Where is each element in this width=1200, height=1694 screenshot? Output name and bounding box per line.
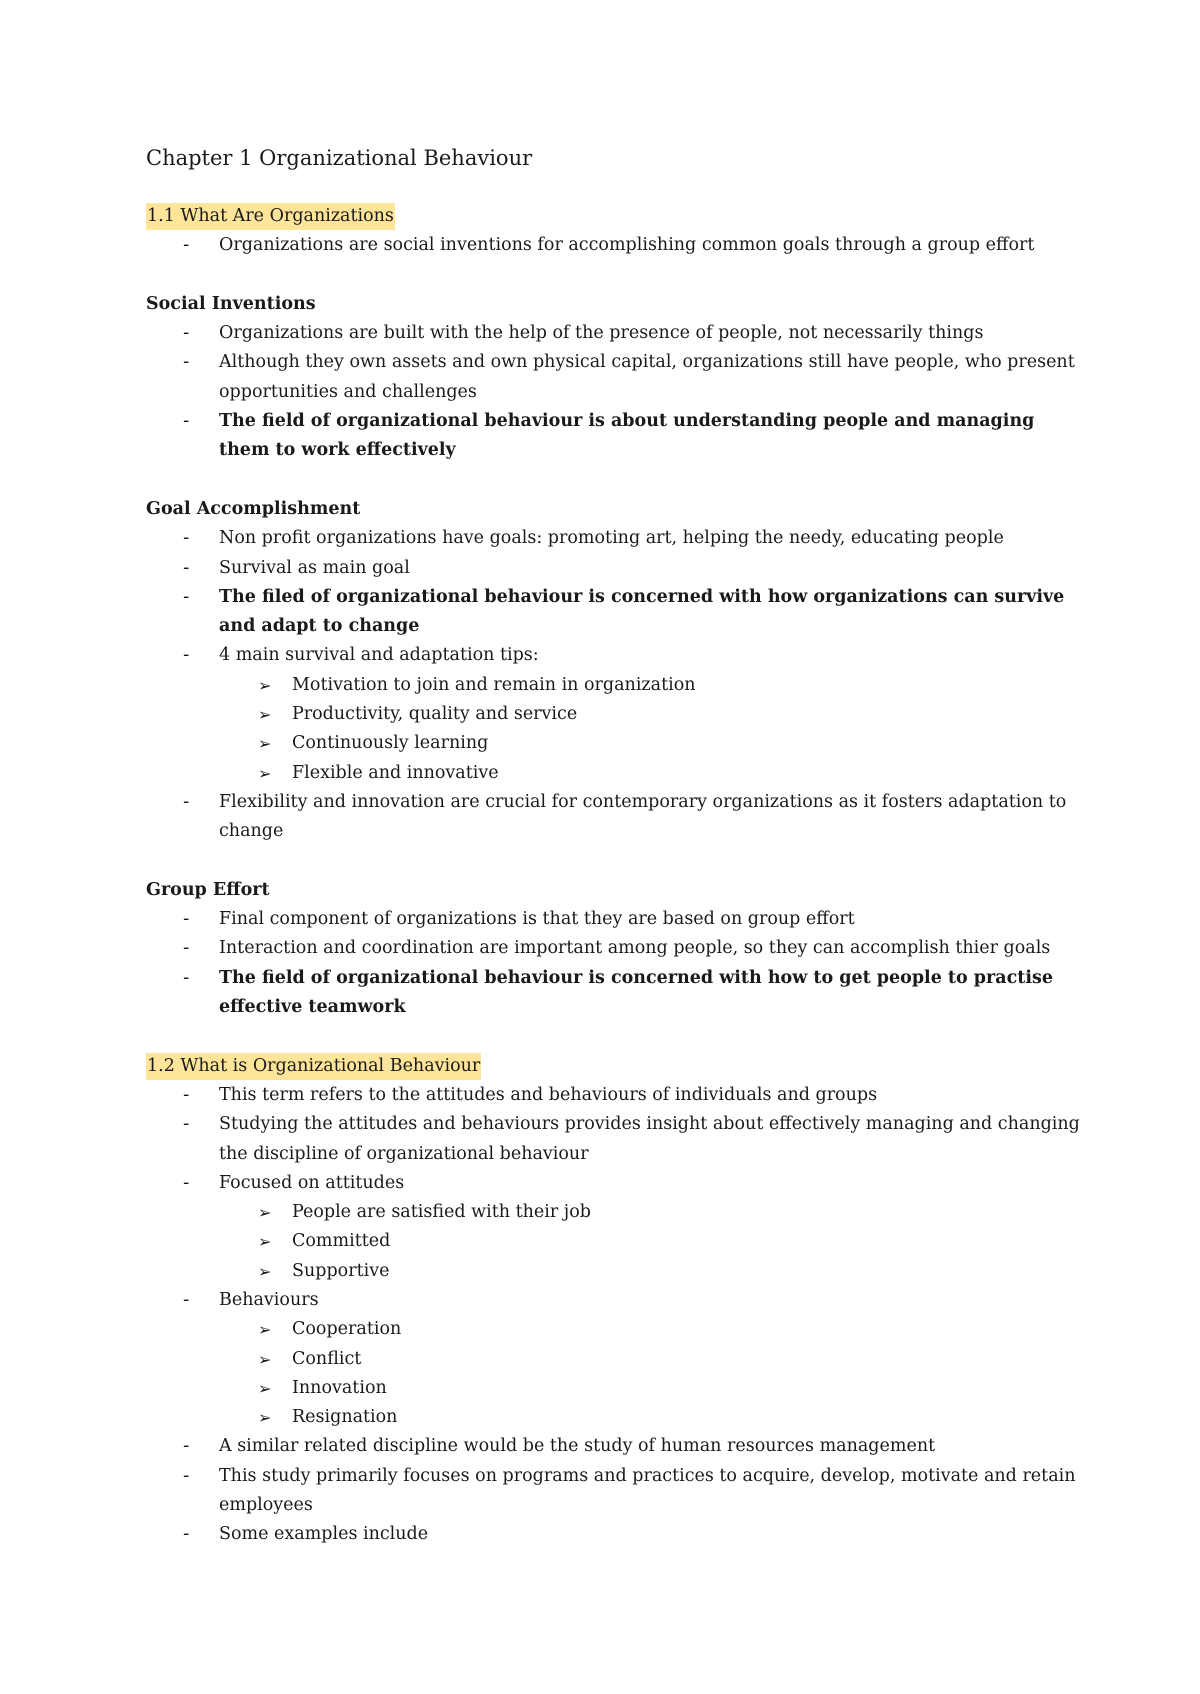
sub-list-item xyxy=(146,1315,1086,1344)
sub-list-item xyxy=(146,1374,1086,1403)
list-item-text: Interaction and coordination are important among people, so they can accomplish thier goals xyxy=(219,938,1051,959)
spacer xyxy=(146,466,1086,495)
dash-bullet: - xyxy=(183,1114,190,1135)
arrow-bullet-icon: ➢ xyxy=(258,734,272,754)
list-item-text: The field of organizational behaviour is concerned with how to get people to practise effective teamwork xyxy=(219,967,1053,1018)
list-item-text: Some examples include xyxy=(219,1524,429,1545)
subheading-group-effort: Group Effort xyxy=(146,879,270,900)
document-title: Chapter 1 Organizational Behaviour xyxy=(146,146,533,170)
sub-list-item-text: Productivity, quality and service xyxy=(292,704,578,725)
arrow-bullet-icon: ➢ xyxy=(258,1261,272,1281)
list-item-text: Behaviours xyxy=(219,1289,319,1310)
list-item-bold xyxy=(146,964,1086,1023)
section-1-2-list xyxy=(146,1081,1086,1198)
list-item xyxy=(146,554,1086,583)
list-item xyxy=(146,319,1086,348)
sub-list-item xyxy=(146,729,1086,758)
section-1-2-list-continued xyxy=(146,1432,1086,1549)
list-item xyxy=(146,1462,1086,1521)
list-item-text: Final component of organizations is that they are based on group effort xyxy=(219,909,855,930)
list-item xyxy=(146,641,1086,670)
arrow-bullet-icon: ➢ xyxy=(258,1408,272,1428)
sub-list-item xyxy=(146,759,1086,788)
list-item xyxy=(146,1286,1086,1315)
list-item-bold xyxy=(146,583,1086,642)
list-item-text: 4 main survival and adaptation tips: xyxy=(219,645,539,666)
list-item xyxy=(146,524,1086,553)
subheading-social-inventions: Social Inventions xyxy=(146,293,316,314)
dash-bullet: - xyxy=(183,528,190,549)
list-item xyxy=(146,1520,1086,1549)
sub-list-item-text: People are satisfied with their job xyxy=(292,1202,591,1223)
spacer xyxy=(146,847,1086,876)
list-item-text: Focused on attitudes xyxy=(219,1172,405,1193)
list-item xyxy=(146,934,1086,963)
sub-list-item-text: Motivation to join and remain in organization xyxy=(292,674,696,695)
list-item xyxy=(146,231,1086,260)
list-item-text: The field of organizational behaviour is about understanding people and managing them to work effectively xyxy=(219,411,1035,461)
list-item-text: The filed of organizational behaviour is concerned with how organizations can survive and adapt to change xyxy=(219,586,1065,637)
behaviours-list xyxy=(146,1315,1086,1432)
dash-bullet: - xyxy=(183,1524,190,1545)
arrow-bullet-icon: ➢ xyxy=(258,1232,272,1252)
arrow-bullet-icon: ➢ xyxy=(258,705,272,725)
list-item-text: Organizations are built with the help of the presence of people, not necessarily things xyxy=(219,323,984,344)
attitudes-wrap xyxy=(146,1198,1086,1286)
list-item xyxy=(146,905,1086,934)
list-item xyxy=(146,1081,1086,1110)
dash-bullet: - xyxy=(183,1289,190,1310)
arrow-bullet-icon: ➢ xyxy=(258,1349,272,1369)
sub-list-item-text: Resignation xyxy=(292,1407,398,1428)
sub-list-item-text: Cooperation xyxy=(292,1319,402,1340)
social-inventions-list xyxy=(146,319,1086,465)
section-1-2-list-behaviours xyxy=(146,1286,1086,1315)
section-heading-1-1: 1.1 What Are Organizations xyxy=(146,203,395,230)
dash-bullet: - xyxy=(183,411,190,432)
sub-list-item xyxy=(146,1227,1086,1256)
survival-tips-list xyxy=(146,671,1086,788)
sub-list-item xyxy=(146,1345,1086,1374)
list-item xyxy=(146,1110,1086,1169)
section-heading-1-2: 1.2 What is Organizational Behaviour xyxy=(146,1053,481,1080)
spacer xyxy=(146,1022,1086,1051)
sub-list-item-text: Supportive xyxy=(292,1260,390,1281)
list-item-text: Studying the attitudes and behaviours provides insight about effectively managing and changing the discipline of organizational behaviour xyxy=(219,1114,1080,1164)
arrow-bullet-icon: ➢ xyxy=(258,1203,272,1223)
dash-bullet: - xyxy=(183,909,190,930)
section-1-2-heading-row xyxy=(146,1052,1086,1081)
list-item xyxy=(146,1432,1086,1461)
attitudes-list xyxy=(146,1198,1086,1286)
spacer xyxy=(146,261,1086,290)
document-page xyxy=(146,143,1086,1550)
list-item-text: Although they own assets and own physical capital, organizations still have people, who present opportunities and challenges xyxy=(219,352,1075,402)
dash-bullet: - xyxy=(183,967,190,988)
survival-tips-wrap xyxy=(146,671,1086,788)
dash-bullet: - xyxy=(183,586,190,607)
list-item-text: Non profit organizations have goals: promoting art, helping the needy, educating people xyxy=(219,528,1004,549)
dash-bullet: - xyxy=(183,791,190,812)
group-effort-list xyxy=(146,905,1086,1022)
section-1-1-heading-row xyxy=(146,202,1086,231)
dash-bullet: - xyxy=(183,323,190,344)
sub-list-item xyxy=(146,700,1086,729)
list-item xyxy=(146,788,1086,847)
sub-list-item-text: Committed xyxy=(292,1231,391,1252)
subheading-goal-accomplishment: Goal Accomplishment xyxy=(146,498,361,519)
arrow-bullet-icon: ➢ xyxy=(258,1378,272,1398)
list-item-text: Survival as main goal xyxy=(219,557,410,578)
sub-list-item xyxy=(146,1198,1086,1227)
dash-bullet: - xyxy=(183,1084,190,1105)
arrow-bullet-icon: ➢ xyxy=(258,675,272,695)
list-item-text: This study primarily focuses on programs and practices to acquire, develop, motivate and retain employees xyxy=(219,1465,1076,1516)
sub-list-item-text: Innovation xyxy=(292,1377,387,1398)
sub-list-item-text: Flexible and innovative xyxy=(292,762,499,783)
sub-list-item xyxy=(146,1257,1086,1286)
dash-bullet: - xyxy=(183,235,190,256)
behaviours-wrap xyxy=(146,1315,1086,1432)
list-item-text: Organizations are social inventions for accomplishing common goals through a group effort xyxy=(219,235,1035,256)
list-item xyxy=(146,348,1086,407)
dash-bullet: - xyxy=(183,352,190,373)
section-1-1-list xyxy=(146,231,1086,260)
arrow-bullet-icon: ➢ xyxy=(258,763,272,783)
dash-bullet: - xyxy=(183,938,190,959)
list-item-text: A similar related discipline would be the study of human resources management xyxy=(219,1436,936,1457)
dash-bullet: - xyxy=(183,645,190,666)
list-item-text: Flexibility and innovation are crucial for contemporary organizations as it fosters adaptation to change xyxy=(219,791,1067,842)
sub-list-item-text: Continuously learning xyxy=(292,733,489,754)
sub-list-item xyxy=(146,1403,1086,1432)
sub-list-item xyxy=(146,671,1086,700)
goal-accomplishment-list-continued xyxy=(146,788,1086,847)
list-item xyxy=(146,1169,1086,1198)
dash-bullet: - xyxy=(183,1172,190,1193)
goal-accomplishment-list xyxy=(146,524,1086,670)
sub-list-item-text: Conflict xyxy=(292,1348,362,1369)
dash-bullet: - xyxy=(183,1465,190,1486)
list-item-text: This term refers to the attitudes and behaviours of individuals and groups xyxy=(219,1084,878,1105)
dash-bullet: - xyxy=(183,1436,190,1457)
list-item-bold xyxy=(146,407,1086,466)
dash-bullet: - xyxy=(183,557,190,578)
arrow-bullet-icon: ➢ xyxy=(258,1320,272,1340)
